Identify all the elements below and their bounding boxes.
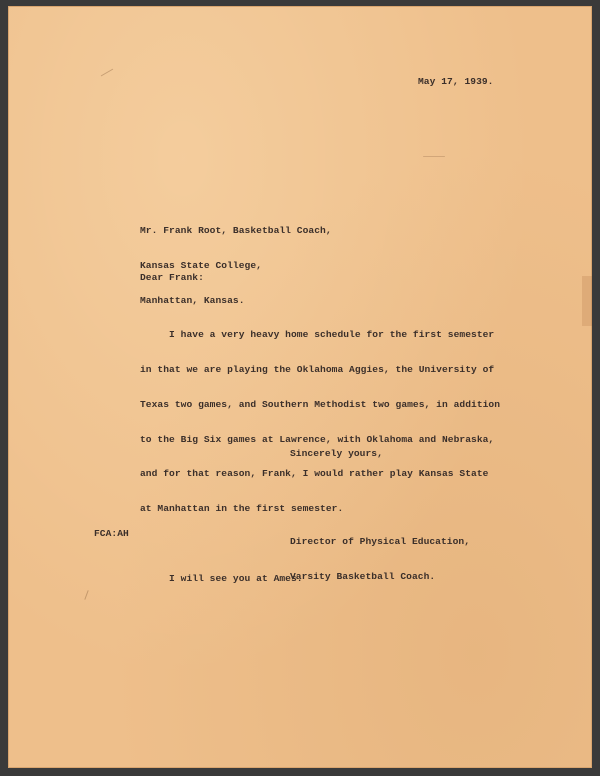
signature-line: Director of Physical Education,	[290, 536, 471, 548]
paper-mark	[101, 69, 114, 77]
body-line: Texas two games, and Southern Methodist two games, in addition	[140, 398, 501, 410]
typist-initials: FCA:AH	[94, 528, 129, 539]
letter-page	[8, 6, 592, 768]
paper-mark	[423, 156, 445, 157]
address-line: Mr. Frank Root, Basketball Coach,	[140, 225, 332, 237]
body-line: at Manhattan in the first semester.	[140, 503, 344, 515]
letter-date: May 17, 1939.	[418, 76, 494, 87]
signature-block	[290, 513, 470, 606]
address-line: Manhattan, Kansas.	[140, 294, 245, 306]
body-line: in that we are playing the Oklahoma Aggies, the University of	[140, 363, 495, 375]
salutation: Dear Frank:	[140, 272, 204, 283]
paper-mark	[84, 590, 88, 600]
closing: Sincerely yours,	[290, 448, 383, 459]
body-line: and for that reason, Frank, I would rather play Kansas State	[140, 468, 489, 480]
paper-edge-stain	[582, 276, 592, 326]
body-line: I have a very heavy home schedule for the first semester	[140, 329, 495, 341]
body-line: I will see you at Ames.	[140, 572, 303, 584]
address-line: Kansas State College,	[140, 259, 262, 271]
body-line: to the Big Six games at Lawrence, with Oklahoma and Nebraska,	[140, 433, 495, 445]
signature-line: Varsity Basketball Coach.	[290, 570, 436, 582]
